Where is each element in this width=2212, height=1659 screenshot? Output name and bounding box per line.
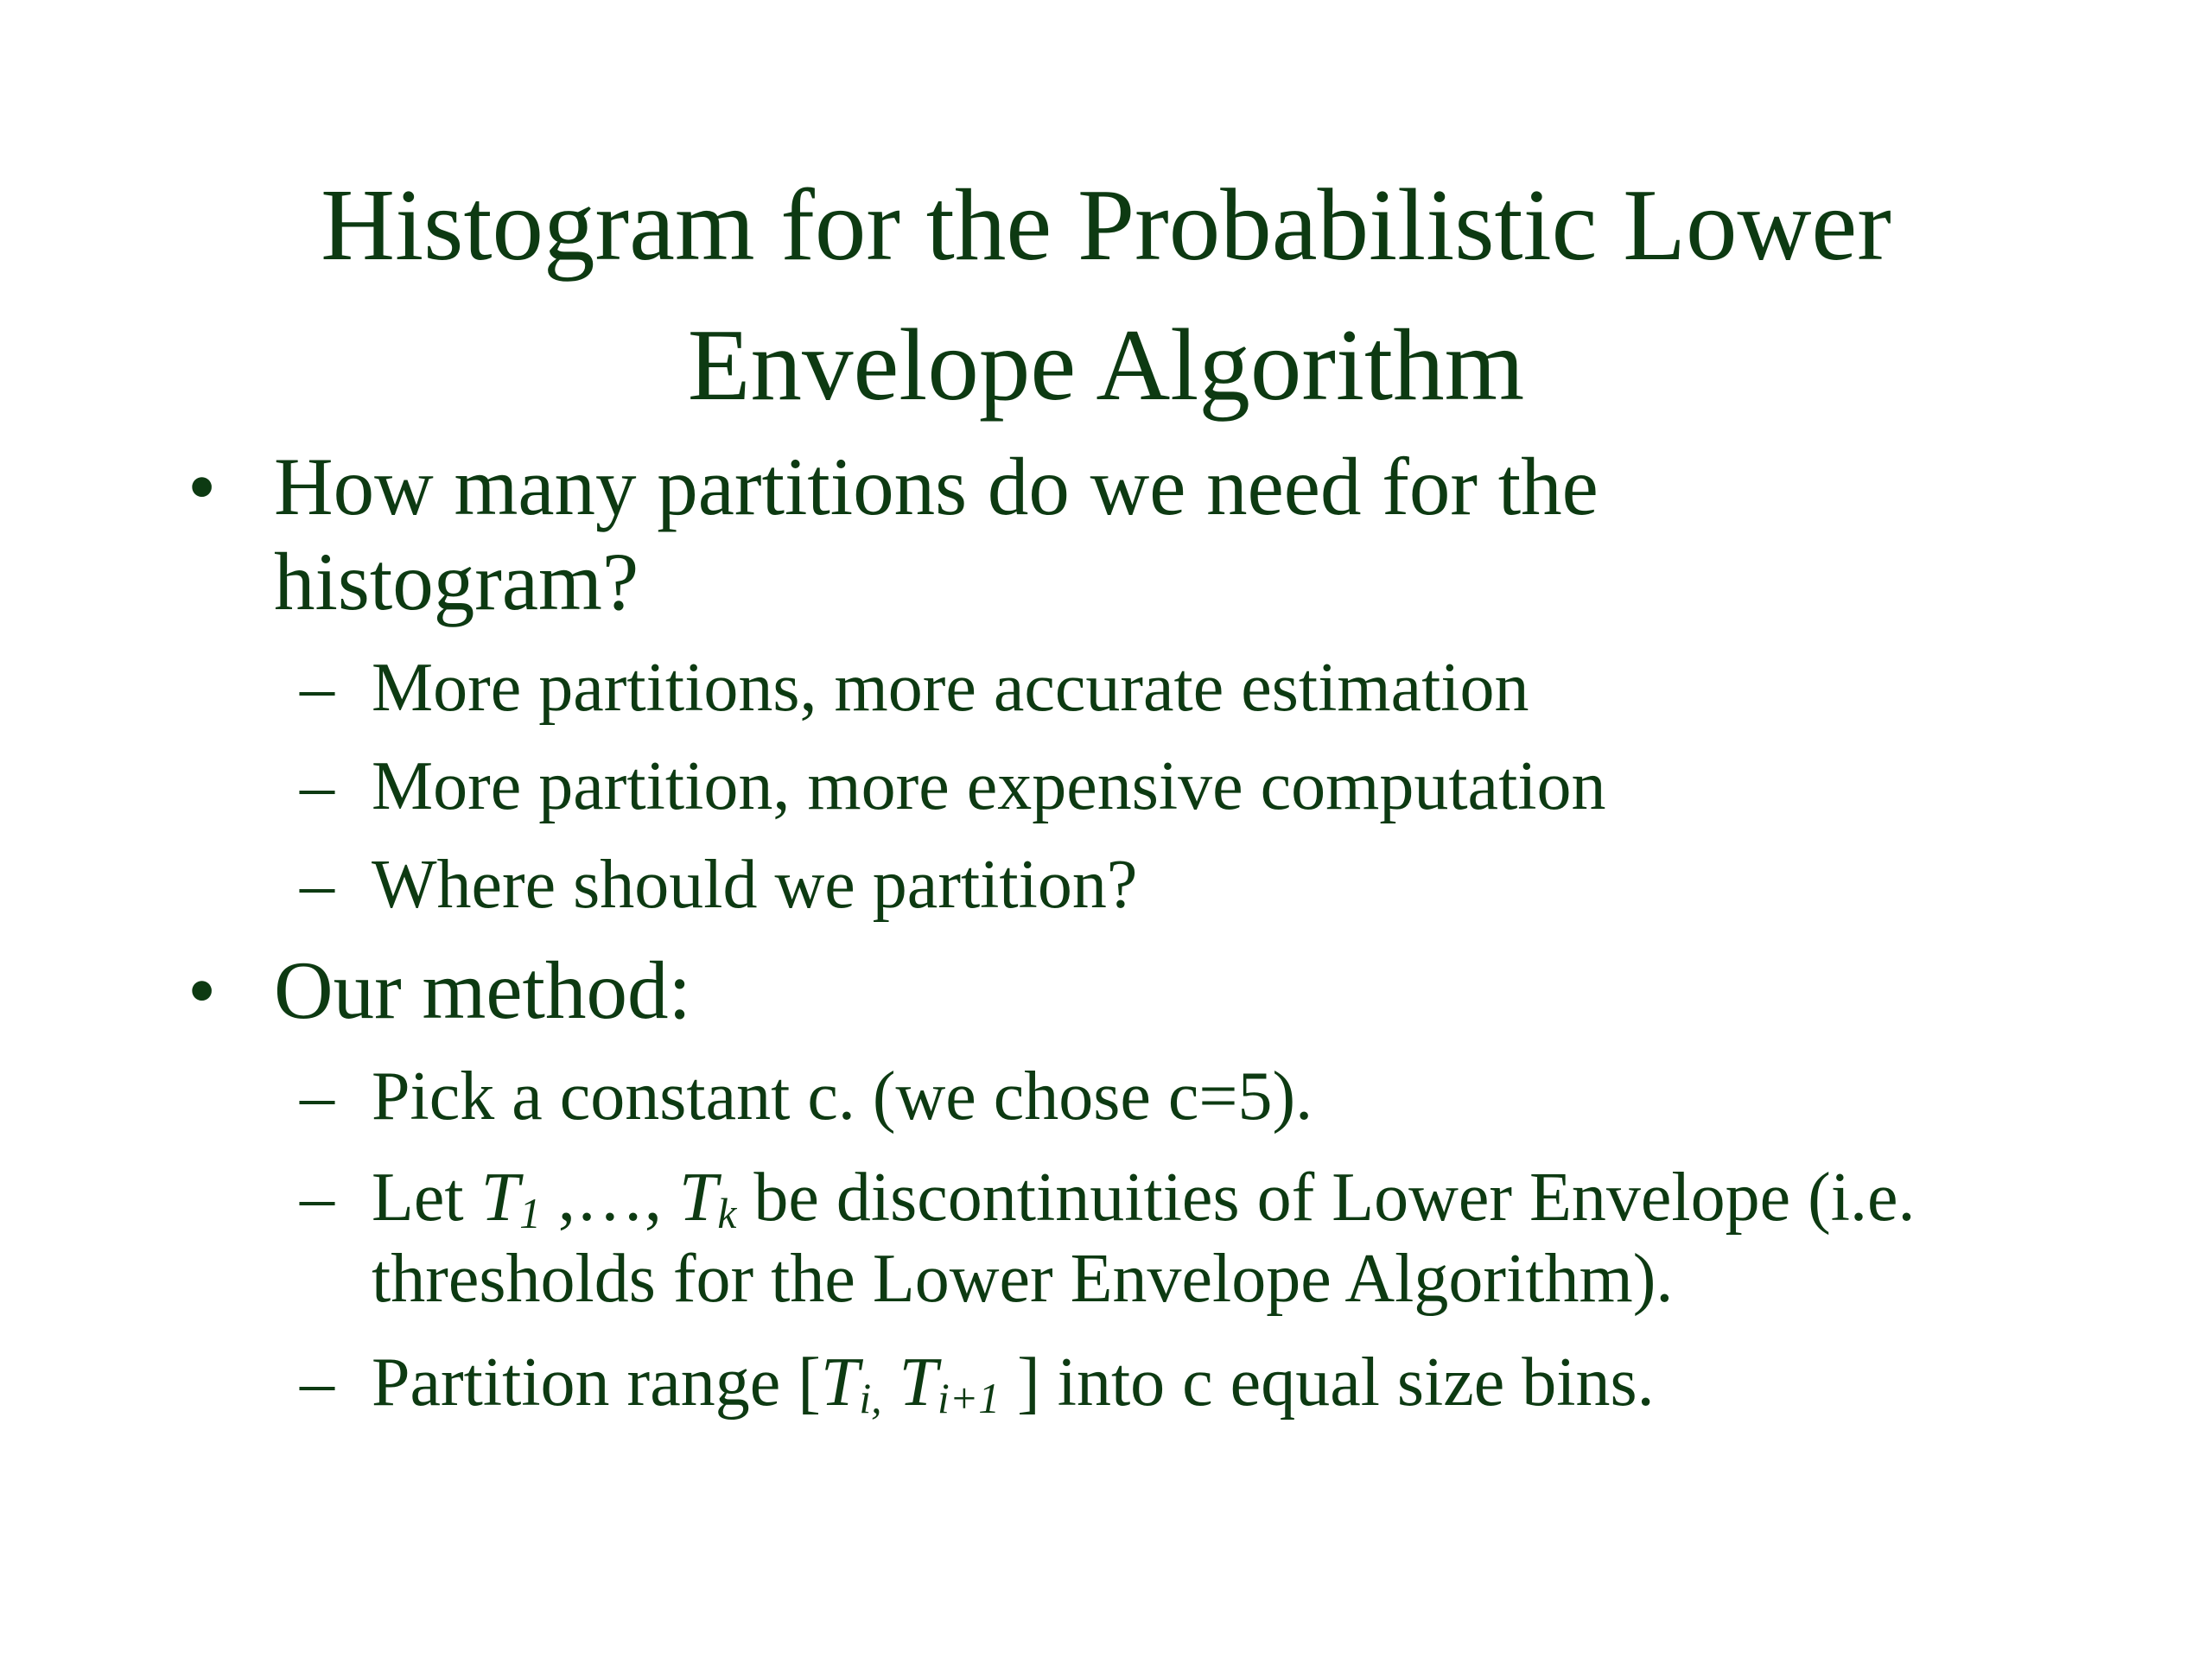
- slide-title-line-2: Envelope Algorithm: [687, 308, 1525, 422]
- bins-text: ] into c equal size bins.: [1000, 1344, 1655, 1421]
- bullet-1-line-1: How many partitions do we need for the: [274, 441, 1599, 532]
- sub-bullet-text: Pick a constant c. (we chose c=5).: [372, 1058, 1313, 1135]
- sub-bullet-text: thresholds for the Lower Envelope Algorithm).: [372, 1241, 1674, 1317]
- bullet-2-text: Our method:: [274, 944, 691, 1036]
- sub-marker: –: [300, 650, 334, 726]
- math-subscript-1: 1: [519, 1189, 541, 1237]
- math-subscript-k: k: [717, 1189, 737, 1237]
- math-t1: T: [480, 1160, 520, 1236]
- sub-marker: –: [300, 1058, 334, 1135]
- space: [882, 1344, 899, 1421]
- sub-bullet-text: [372, 1160, 1916, 1237]
- math-subscript-i-plus-1: i+1: [938, 1374, 1001, 1422]
- partition-range-text: Partition range [: [372, 1344, 821, 1421]
- sub-bullet-text: [372, 1344, 1655, 1422]
- sub-marker: –: [300, 748, 334, 824]
- sub-marker: –: [300, 1344, 334, 1421]
- slide-title-line-1: Histogram for the Probabilistic Lower: [321, 168, 1891, 282]
- math-subscript-i: i,: [859, 1374, 882, 1422]
- sub-bullet-text: More partition, more expensive computation: [372, 748, 1606, 824]
- math-ti1: T: [899, 1344, 938, 1421]
- bullet-marker: •: [188, 441, 217, 532]
- bullet-marker: •: [188, 944, 217, 1036]
- sub-marker: –: [300, 847, 334, 923]
- bullet-1-line-2: histogram?: [274, 536, 639, 627]
- math-ti: T: [820, 1344, 860, 1421]
- let-text: Let: [372, 1160, 481, 1236]
- sub-bullet-text: More partitions, more accurate estimation: [372, 650, 1529, 726]
- sub-marker: –: [300, 1160, 334, 1236]
- discontinuities-text: be discontinuities of Lower Envelope (i.e.: [736, 1160, 1916, 1236]
- sub-bullet-text: Where should we partition?: [372, 847, 1138, 923]
- ellipsis-text: ,…,: [540, 1160, 679, 1236]
- math-tk: T: [678, 1160, 718, 1236]
